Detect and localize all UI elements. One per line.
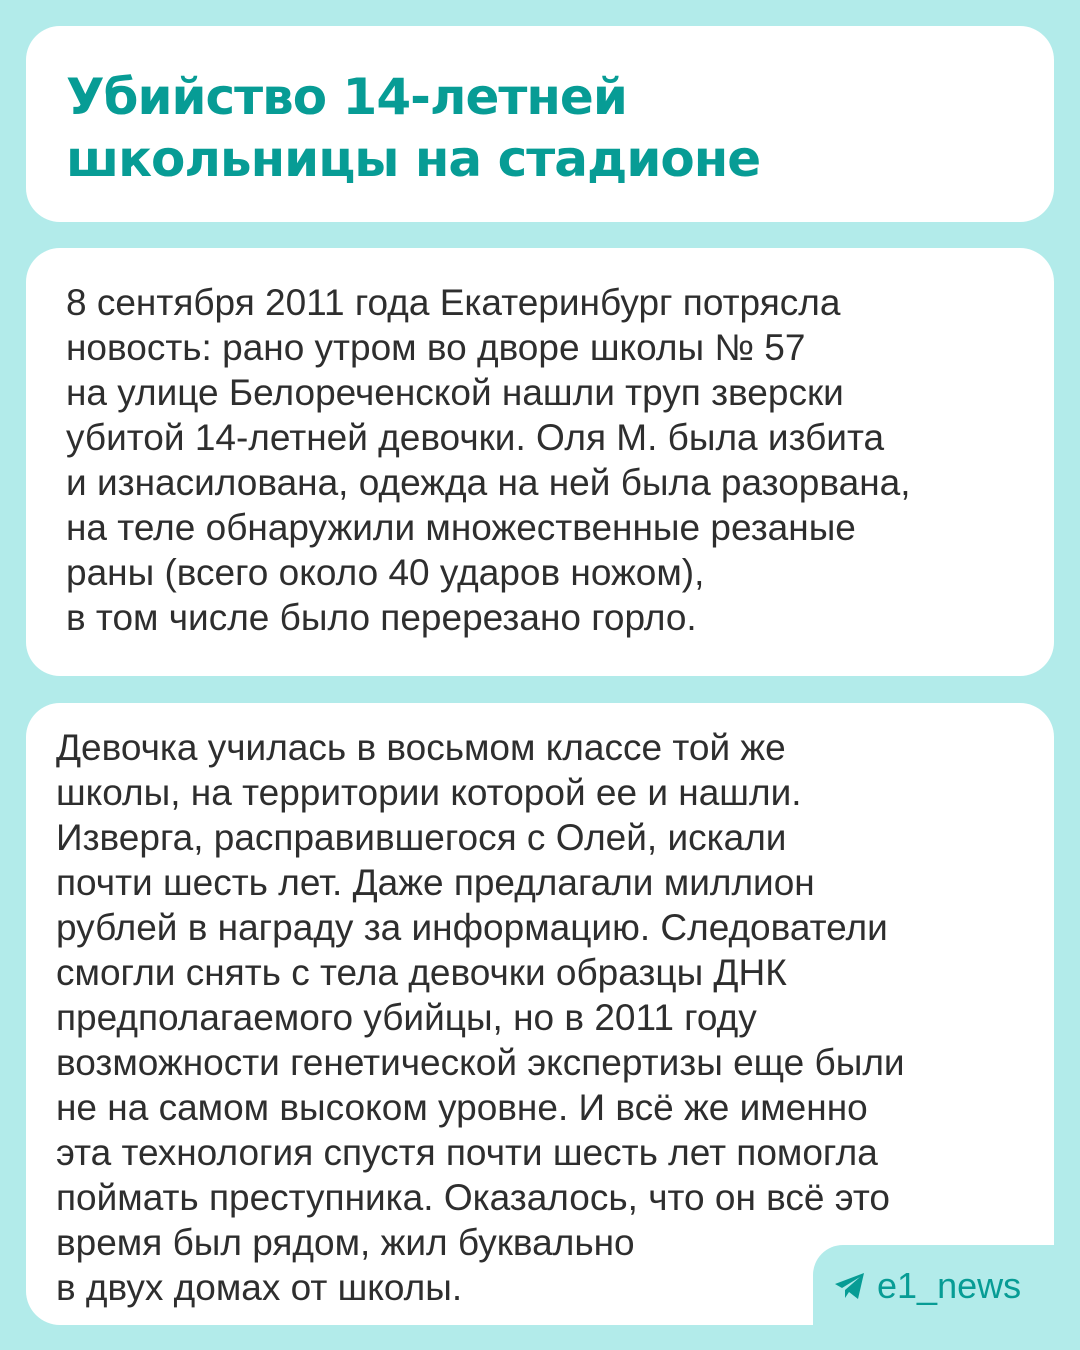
channel-badge[interactable] xyxy=(833,1258,1021,1314)
intro-card xyxy=(26,248,1054,676)
telegram-icon xyxy=(833,1271,867,1301)
story-line: предполагаемого убийцы, но в 2011 году xyxy=(56,997,757,1038)
intro-line: в том числе было перерезано горло. xyxy=(66,597,697,638)
story-line: школы, на территории которой ее и нашли. xyxy=(56,772,802,813)
title-card xyxy=(26,26,1054,222)
story-line: Изверга, расправившегося с Олей, искали xyxy=(56,817,787,858)
intro-line: убитой 14-летней девочки. Оля М. была избита xyxy=(66,417,885,458)
story-line: время был рядом, жил буквально xyxy=(56,1222,635,1263)
title-line-2: школьницы на стадионе xyxy=(66,130,761,188)
intro-line: новость: рано утром во дворе школы № 57 xyxy=(66,327,806,368)
story-line: рублей в награду за информацию. Следователи xyxy=(56,907,888,948)
story-card xyxy=(26,703,1054,1325)
intro-line: на улице Белореченской нашли труп зверски xyxy=(66,372,844,413)
story-line: смогли снять с тела девочки образцы ДНК xyxy=(56,952,787,993)
story-line: не на самом высоком уровне. И всё же именно xyxy=(56,1087,868,1128)
title-line-1: Убийство 14-летней xyxy=(66,68,627,126)
story-line: возможности генетической экспертизы еще были xyxy=(56,1042,905,1083)
channel-name: e1_news xyxy=(877,1265,1022,1306)
story-line: почти шесть лет. Даже предлагали миллион xyxy=(56,862,815,903)
story-line: Девочка училась в восьмом классе той же xyxy=(56,727,786,768)
story-line: поймать преступника. Оказалось, что он всё это xyxy=(56,1177,890,1218)
intro-line: и изнасилована, одежда на ней была разорвана, xyxy=(66,462,911,503)
intro-line: раны (всего около 40 ударов ножом), xyxy=(66,552,705,593)
intro-line: на теле обнаружили множественные резаные xyxy=(66,507,856,548)
story-line: эта технология спустя почти шесть лет помогла xyxy=(56,1132,878,1173)
story-line: в двух домах от школы. xyxy=(56,1267,463,1308)
intro-line: 8 сентября 2011 года Екатеринбург потрясла xyxy=(66,282,841,323)
